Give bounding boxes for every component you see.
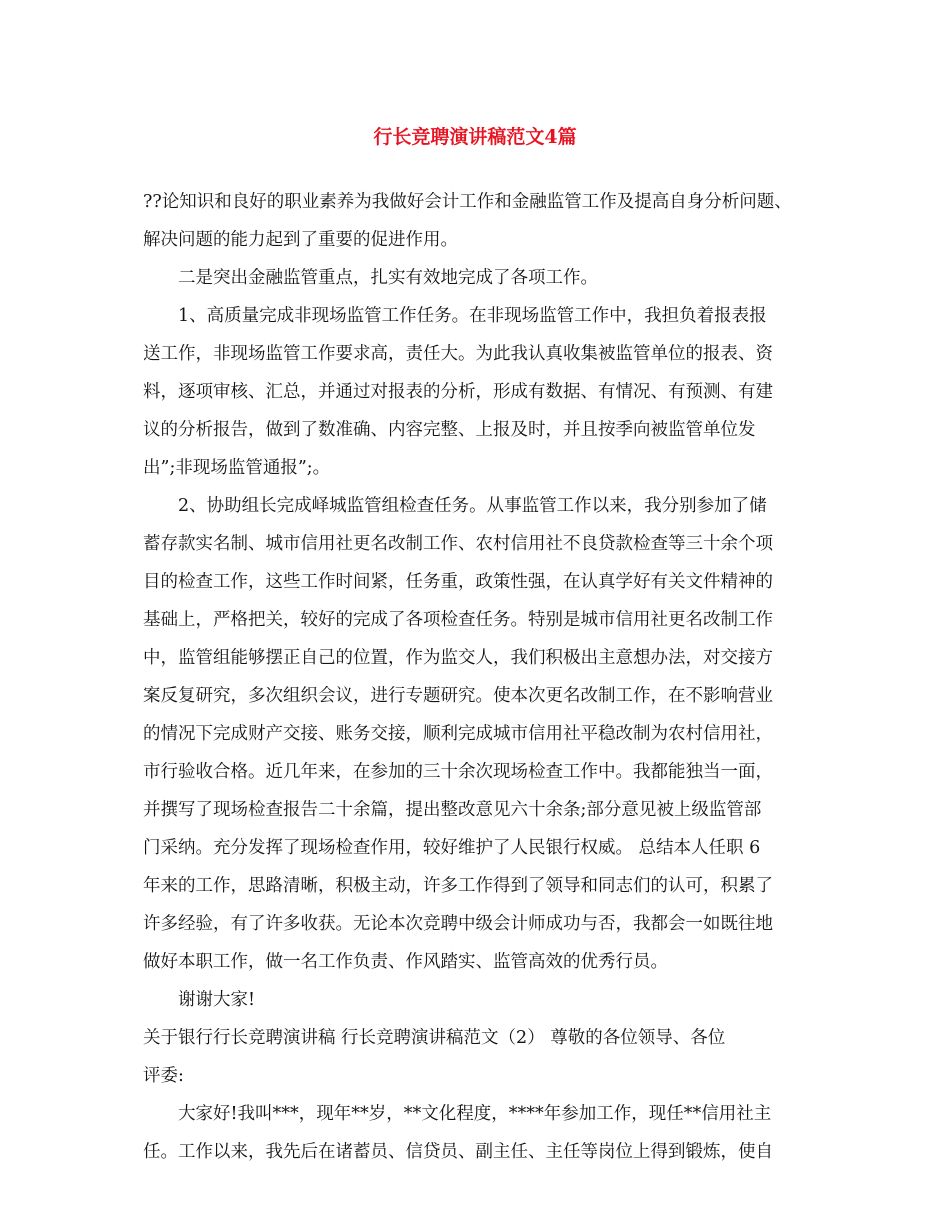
text-line: 送工作，非现场监管工作要求高，责任大。为此我认真收集被监管单位的报表、资: [143, 344, 773, 364]
text-line: 料，逐项审核、汇总，并通过对报表的分析，形成有数据、有情况、有预测、有建: [143, 382, 773, 402]
text-line: 许多经验，有了许多收获。无论本次竞聘中级会计师成功与否，我都会一如既往地: [143, 914, 773, 934]
text-line: 案反复研究，多次组织会议，进行专题研究。使本次更名改制工作，在不影响营业: [143, 686, 773, 706]
text-line: 二是突出金融监管重点，扎实有效地完成了各项工作。: [178, 268, 598, 288]
text-line: 年来的工作，思路清晰，积极主动，许多工作得到了领导和同志们的认可，积累了: [143, 876, 773, 896]
text-line: 并撰写了现场检查报告二十余篇，提出整改意见六十余条;部分意见被上级监管部: [143, 800, 762, 820]
text-line: 任。工作以来，我先后在诸蓄员、信贷员、副主任、主任等岗位上得到锻炼，使自: [143, 1142, 773, 1162]
text-line: 市行验收合格。近几年来，在参加的三十余次现场检查工作中。我都能独当一面，: [143, 762, 773, 782]
text-line: 解决问题的能力起到了重要的促进作用。: [143, 230, 458, 250]
text-line: 2、协助组长完成峄城监管组检查任务。从事监管工作以来，我分别参加了储: [178, 496, 767, 516]
text-line: 目的检查工作，这些工作时间紧，任务重，政策性强，在认真学好有关文件精神的: [143, 572, 773, 592]
text-line: 出”;非现场监管通报”;。: [143, 458, 331, 478]
text-line: 议的分析报告，做到了数准确、内容完整、上报及时，并且按季向被监管单位发: [143, 420, 756, 440]
text-line: 中，监管组能够摆正自己的位置，作为监交人，我们积极出主意想办法，对交接方: [143, 648, 773, 668]
text-line: 大家好!我叫***，现年**岁，**文化程度，****年参加工作，现任**信用社主: [178, 1104, 772, 1124]
text-line: 基础上，严格把关，较好的完成了各项检查任务。特别是城市信用社更名改制工作: [143, 610, 773, 630]
text-line: 谢谢大家!: [178, 990, 256, 1010]
document-title: 行长竞聘演讲稿范文4篇: [373, 126, 577, 148]
text-line: 门采纳。充分发挥了现场检查作用，较好维护了人民银行权威。 总结本人任职 6: [143, 838, 761, 858]
text-line: 关于银行行长竞聘演讲稿 行长竞聘演讲稿范文（2） 尊敬的各位领导、各位: [143, 1028, 726, 1048]
text-line: 的情况下完成财产交接、账务交接，顺利完成城市信用社平稳改制为农村信用社，: [143, 724, 773, 744]
text-line: 做好本职工作，做一名工作负责、作风踏实、监管高效的优秀行员。: [143, 952, 668, 972]
text-line: 1、高质量完成非现场监管工作任务。在非现场监管工作中，我担负着报表报: [178, 306, 767, 326]
text-line: 蓄存款实名制、城市信用社更名改制工作、农村信用社不良贷款检查等三十余个项: [143, 534, 773, 554]
text-line: ??论知识和良好的职业素养为我做好会计工作和金融监管工作及提高自身分析问题、: [143, 192, 792, 212]
text-line: 评委:: [143, 1066, 184, 1086]
